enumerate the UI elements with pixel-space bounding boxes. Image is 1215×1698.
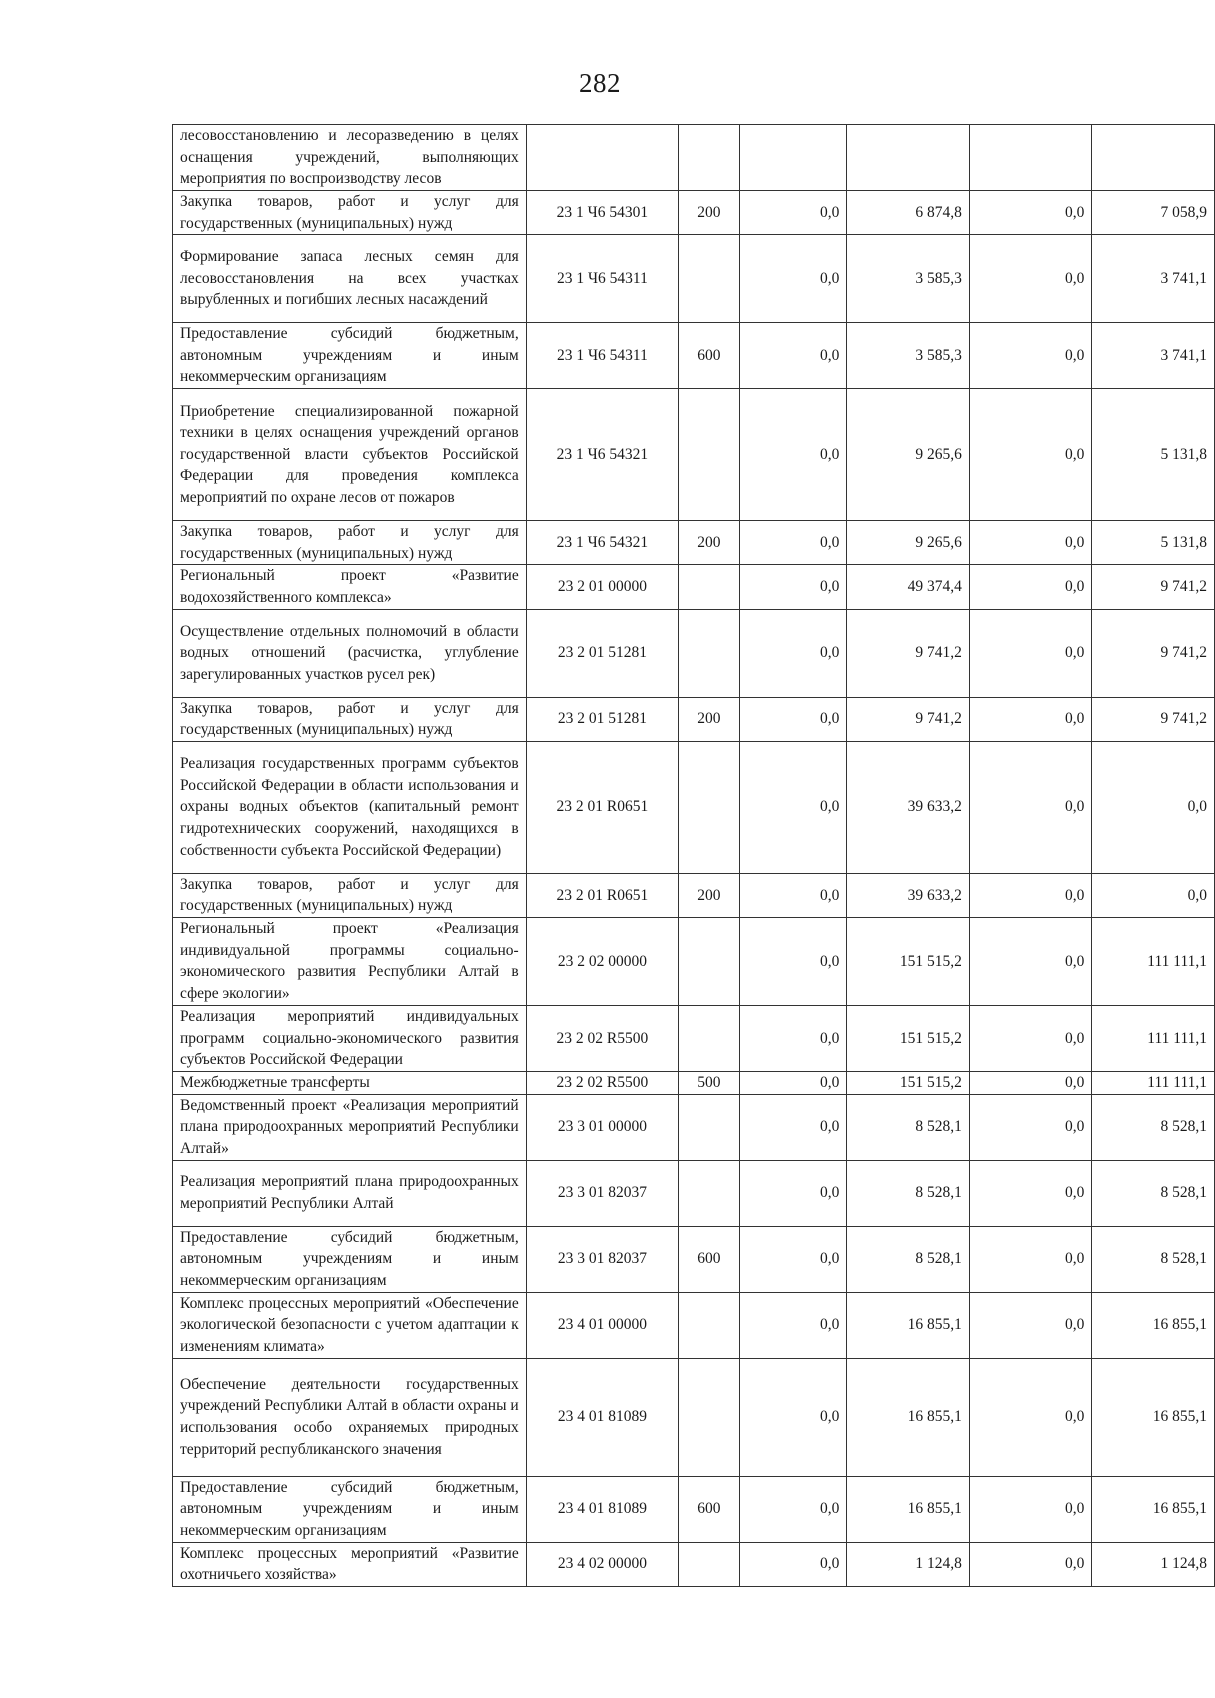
row-value-2-cell: 3 585,3 bbox=[847, 323, 970, 389]
row-value-1-cell: 0,0 bbox=[739, 1226, 847, 1292]
table-row bbox=[173, 1226, 1215, 1292]
row-value-3-cell: 0,0 bbox=[969, 741, 1092, 873]
table-row bbox=[173, 1542, 1215, 1586]
row-value-1-cell: 0,0 bbox=[739, 1094, 847, 1160]
row-name-cell: Реализация мероприятий плана природоохранных мероприятий Республики Алтай bbox=[173, 1160, 527, 1226]
row-name-cell: Предоставление субсидий бюджетным, автономным учреждениям и иным некоммерческим организациям bbox=[173, 1476, 527, 1542]
row-value-2-cell: 3 585,3 bbox=[847, 235, 970, 323]
row-value-2-cell: 9 741,2 bbox=[847, 609, 970, 697]
row-value-2-cell: 151 515,2 bbox=[847, 1071, 970, 1094]
row-code-cell: 23 2 01 51281 bbox=[526, 697, 678, 741]
row-value-4-cell: 16 855,1 bbox=[1092, 1358, 1215, 1476]
row-value-4-cell: 111 111,1 bbox=[1092, 1071, 1215, 1094]
table-row bbox=[173, 389, 1215, 521]
row-value-4-cell: 8 528,1 bbox=[1092, 1094, 1215, 1160]
row-name-cell: Предоставление субсидий бюджетным, автономным учреждениям и иным некоммерческим организациям bbox=[173, 323, 527, 389]
row-value-1-cell: 0,0 bbox=[739, 609, 847, 697]
row-value-1-cell: 0,0 bbox=[739, 1476, 847, 1542]
row-name-cell: Региональный проект «Развитие водохозяйственного комплекса» bbox=[173, 565, 527, 609]
row-code-cell: 23 1 Ч6 54321 bbox=[526, 389, 678, 521]
row-value-4-cell: 0,0 bbox=[1092, 873, 1215, 917]
row-value-3-cell: 0,0 bbox=[969, 873, 1092, 917]
row-value-3-cell: 0,0 bbox=[969, 565, 1092, 609]
row-expense-type-cell: 500 bbox=[679, 1071, 740, 1094]
row-value-4-cell: 5 131,8 bbox=[1092, 521, 1215, 565]
row-value-4-cell: 111 111,1 bbox=[1092, 917, 1215, 1005]
row-code-cell: 23 2 02 R5500 bbox=[526, 1071, 678, 1094]
row-expense-type-cell bbox=[679, 1542, 740, 1586]
row-code-cell: 23 4 02 00000 bbox=[526, 1542, 678, 1586]
row-value-1-cell: 0,0 bbox=[739, 521, 847, 565]
row-value-3-cell: 0,0 bbox=[969, 1542, 1092, 1586]
row-value-3-cell: 0,0 bbox=[969, 697, 1092, 741]
row-value-1-cell: 0,0 bbox=[739, 191, 847, 235]
row-value-4-cell bbox=[1092, 125, 1215, 191]
row-value-2-cell: 39 633,2 bbox=[847, 741, 970, 873]
row-value-2-cell: 49 374,4 bbox=[847, 565, 970, 609]
row-value-1-cell: 0,0 bbox=[739, 1160, 847, 1226]
row-name-cell: Обеспечение деятельности государственных учреждений Республики Алтай в области охраны и использования особо охраняемых природных территорий республиканского значения bbox=[173, 1358, 527, 1476]
table-row bbox=[173, 609, 1215, 697]
row-value-4-cell: 9 741,2 bbox=[1092, 697, 1215, 741]
table-row bbox=[173, 1071, 1215, 1094]
row-code-cell: 23 3 01 00000 bbox=[526, 1094, 678, 1160]
row-value-4-cell: 5 131,8 bbox=[1092, 389, 1215, 521]
row-value-1-cell: 0,0 bbox=[739, 917, 847, 1005]
row-value-4-cell: 8 528,1 bbox=[1092, 1160, 1215, 1226]
row-name-cell: Реализация государственных программ субъектов Российской Федерации в области использования и охраны водных объектов (капитальный ремонт гидротехнических сооружений, находящихся в собственности субъекта Российской Федерации) bbox=[173, 741, 527, 873]
row-value-3-cell: 0,0 bbox=[969, 521, 1092, 565]
row-value-4-cell: 16 855,1 bbox=[1092, 1476, 1215, 1542]
row-value-2-cell: 8 528,1 bbox=[847, 1226, 970, 1292]
row-value-2-cell: 6 874,8 bbox=[847, 191, 970, 235]
row-code-cell: 23 2 01 R0651 bbox=[526, 741, 678, 873]
table-row bbox=[173, 565, 1215, 609]
row-code-cell: 23 1 Ч6 54301 bbox=[526, 191, 678, 235]
row-value-1-cell bbox=[739, 125, 847, 191]
row-value-1-cell: 0,0 bbox=[739, 741, 847, 873]
row-value-3-cell: 0,0 bbox=[969, 1476, 1092, 1542]
table-row bbox=[173, 1292, 1215, 1358]
row-name-cell: Комплекс процессных мероприятий «Обеспечение экологической безопасности с учетом адаптации к изменениям климата» bbox=[173, 1292, 527, 1358]
row-code-cell: 23 1 Ч6 54311 bbox=[526, 235, 678, 323]
row-value-2-cell: 16 855,1 bbox=[847, 1476, 970, 1542]
table-row bbox=[173, 1358, 1215, 1476]
row-value-1-cell: 0,0 bbox=[739, 1542, 847, 1586]
row-value-4-cell: 3 741,1 bbox=[1092, 235, 1215, 323]
row-value-3-cell: 0,0 bbox=[969, 389, 1092, 521]
row-name-cell: Осуществление отдельных полномочий в области водных отношений (расчистка, углубление зарегулированных участков русел рек) bbox=[173, 609, 527, 697]
table-row bbox=[173, 1005, 1215, 1071]
row-value-3-cell: 0,0 bbox=[969, 1094, 1092, 1160]
row-name-cell: Закупка товаров, работ и услуг для государственных (муниципальных) нужд bbox=[173, 191, 527, 235]
row-value-2-cell: 16 855,1 bbox=[847, 1292, 970, 1358]
row-value-3-cell: 0,0 bbox=[969, 1358, 1092, 1476]
row-value-4-cell: 1 124,8 bbox=[1092, 1542, 1215, 1586]
table-body bbox=[173, 125, 1215, 1587]
row-expense-type-cell: 200 bbox=[679, 521, 740, 565]
table-row bbox=[173, 1160, 1215, 1226]
row-expense-type-cell bbox=[679, 609, 740, 697]
row-value-1-cell: 0,0 bbox=[739, 1005, 847, 1071]
row-value-3-cell: 0,0 bbox=[969, 1160, 1092, 1226]
row-expense-type-cell: 200 bbox=[679, 191, 740, 235]
row-value-3-cell: 0,0 bbox=[969, 323, 1092, 389]
row-value-2-cell: 9 265,6 bbox=[847, 521, 970, 565]
row-code-cell: 23 4 01 81089 bbox=[526, 1476, 678, 1542]
row-value-1-cell: 0,0 bbox=[739, 389, 847, 521]
table-row bbox=[173, 873, 1215, 917]
row-value-3-cell: 0,0 bbox=[969, 1005, 1092, 1071]
row-value-3-cell: 0,0 bbox=[969, 1071, 1092, 1094]
row-value-2-cell: 9 741,2 bbox=[847, 697, 970, 741]
row-value-1-cell: 0,0 bbox=[739, 565, 847, 609]
row-value-2-cell: 16 855,1 bbox=[847, 1358, 970, 1476]
row-value-4-cell: 9 741,2 bbox=[1092, 565, 1215, 609]
table-row bbox=[173, 917, 1215, 1005]
row-value-2-cell: 1 124,8 bbox=[847, 1542, 970, 1586]
row-expense-type-cell bbox=[679, 1094, 740, 1160]
row-expense-type-cell bbox=[679, 1160, 740, 1226]
table-row bbox=[173, 323, 1215, 389]
page-number: 282 bbox=[579, 68, 621, 98]
row-code-cell: 23 1 Ч6 54311 bbox=[526, 323, 678, 389]
row-name-cell: лесовосстановлению и лесоразведению в целях оснащения учреждений, выполняющих мероприятия по воспроизводству лесов bbox=[173, 125, 527, 191]
row-value-2-cell: 8 528,1 bbox=[847, 1160, 970, 1226]
row-name-cell: Формирование запаса лесных семян для лесовосстановления на всех участках вырубленных и погибших лесных насаждений bbox=[173, 235, 527, 323]
row-code-cell bbox=[526, 125, 678, 191]
row-value-2-cell: 151 515,2 bbox=[847, 1005, 970, 1071]
row-expense-type-cell bbox=[679, 1292, 740, 1358]
table-row bbox=[173, 1094, 1215, 1160]
row-value-4-cell: 16 855,1 bbox=[1092, 1292, 1215, 1358]
row-value-4-cell: 9 741,2 bbox=[1092, 609, 1215, 697]
table-row bbox=[173, 191, 1215, 235]
row-expense-type-cell: 600 bbox=[679, 1226, 740, 1292]
row-name-cell: Закупка товаров, работ и услуг для государственных (муниципальных) нужд bbox=[173, 521, 527, 565]
row-name-cell: Региональный проект «Реализация индивидуальной программы социально-экономического развития Республики Алтай в сфере экологии» bbox=[173, 917, 527, 1005]
row-expense-type-cell: 200 bbox=[679, 697, 740, 741]
row-value-3-cell: 0,0 bbox=[969, 1292, 1092, 1358]
row-expense-type-cell bbox=[679, 235, 740, 323]
row-name-cell: Предоставление субсидий бюджетным, автономным учреждениям и иным некоммерческим организациям bbox=[173, 1226, 527, 1292]
row-code-cell: 23 3 01 82037 bbox=[526, 1226, 678, 1292]
row-name-cell: Закупка товаров, работ и услуг для государственных (муниципальных) нужд bbox=[173, 873, 527, 917]
row-value-1-cell: 0,0 bbox=[739, 235, 847, 323]
row-expense-type-cell bbox=[679, 917, 740, 1005]
row-value-3-cell: 0,0 bbox=[969, 235, 1092, 323]
row-expense-type-cell bbox=[679, 1005, 740, 1071]
row-expense-type-cell bbox=[679, 1358, 740, 1476]
row-expense-type-cell bbox=[679, 389, 740, 521]
row-code-cell: 23 2 01 51281 bbox=[526, 609, 678, 697]
table-row bbox=[173, 235, 1215, 323]
row-value-1-cell: 0,0 bbox=[739, 1358, 847, 1476]
row-code-cell: 23 4 01 81089 bbox=[526, 1358, 678, 1476]
row-value-3-cell: 0,0 bbox=[969, 917, 1092, 1005]
row-expense-type-cell bbox=[679, 565, 740, 609]
row-code-cell: 23 2 02 00000 bbox=[526, 917, 678, 1005]
row-value-2-cell bbox=[847, 125, 970, 191]
row-code-cell: 23 4 01 00000 bbox=[526, 1292, 678, 1358]
row-expense-type-cell: 600 bbox=[679, 323, 740, 389]
row-value-4-cell: 111 111,1 bbox=[1092, 1005, 1215, 1071]
row-expense-type-cell: 200 bbox=[679, 873, 740, 917]
row-name-cell: Реализация мероприятий индивидуальных программ социально-экономического развития субъектов Российской Федерации bbox=[173, 1005, 527, 1071]
row-value-2-cell: 9 265,6 bbox=[847, 389, 970, 521]
row-value-3-cell: 0,0 bbox=[969, 1226, 1092, 1292]
row-code-cell: 23 1 Ч6 54321 bbox=[526, 521, 678, 565]
row-name-cell: Комплекс процессных мероприятий «Развитие охотничьего хозяйства» bbox=[173, 1542, 527, 1586]
table-row bbox=[173, 1476, 1215, 1542]
row-expense-type-cell bbox=[679, 125, 740, 191]
row-expense-type-cell: 600 bbox=[679, 1476, 740, 1542]
row-code-cell: 23 3 01 82037 bbox=[526, 1160, 678, 1226]
table-row bbox=[173, 125, 1215, 191]
row-value-4-cell: 8 528,1 bbox=[1092, 1226, 1215, 1292]
row-value-1-cell: 0,0 bbox=[739, 323, 847, 389]
row-code-cell: 23 2 01 R0651 bbox=[526, 873, 678, 917]
row-value-3-cell: 0,0 bbox=[969, 609, 1092, 697]
budget-table bbox=[172, 124, 1215, 1587]
row-value-3-cell bbox=[969, 125, 1092, 191]
row-name-cell: Ведомственный проект «Реализация мероприятий плана природоохранных мероприятий Республики Алтай» bbox=[173, 1094, 527, 1160]
row-value-4-cell: 0,0 bbox=[1092, 741, 1215, 873]
row-value-1-cell: 0,0 bbox=[739, 873, 847, 917]
row-value-1-cell: 0,0 bbox=[739, 1292, 847, 1358]
row-value-2-cell: 39 633,2 bbox=[847, 873, 970, 917]
table-row bbox=[173, 741, 1215, 873]
table-row bbox=[173, 697, 1215, 741]
row-code-cell: 23 2 02 R5500 bbox=[526, 1005, 678, 1071]
row-name-cell: Приобретение специализированной пожарной техники в целях оснащения учреждений органов государственной власти субъектов Российской Федерации для проведения комплекса мероприятий по охране лесов от пожаров bbox=[173, 389, 527, 521]
row-value-1-cell: 0,0 bbox=[739, 697, 847, 741]
row-code-cell: 23 2 01 00000 bbox=[526, 565, 678, 609]
row-name-cell: Закупка товаров, работ и услуг для государственных (муниципальных) нужд bbox=[173, 697, 527, 741]
row-value-1-cell: 0,0 bbox=[739, 1071, 847, 1094]
row-value-2-cell: 151 515,2 bbox=[847, 917, 970, 1005]
row-name-cell: Межбюджетные трансферты bbox=[173, 1071, 527, 1094]
row-expense-type-cell bbox=[679, 741, 740, 873]
row-value-2-cell: 8 528,1 bbox=[847, 1094, 970, 1160]
row-value-4-cell: 7 058,9 bbox=[1092, 191, 1215, 235]
row-value-3-cell: 0,0 bbox=[969, 191, 1092, 235]
row-value-4-cell: 3 741,1 bbox=[1092, 323, 1215, 389]
table-row bbox=[173, 521, 1215, 565]
